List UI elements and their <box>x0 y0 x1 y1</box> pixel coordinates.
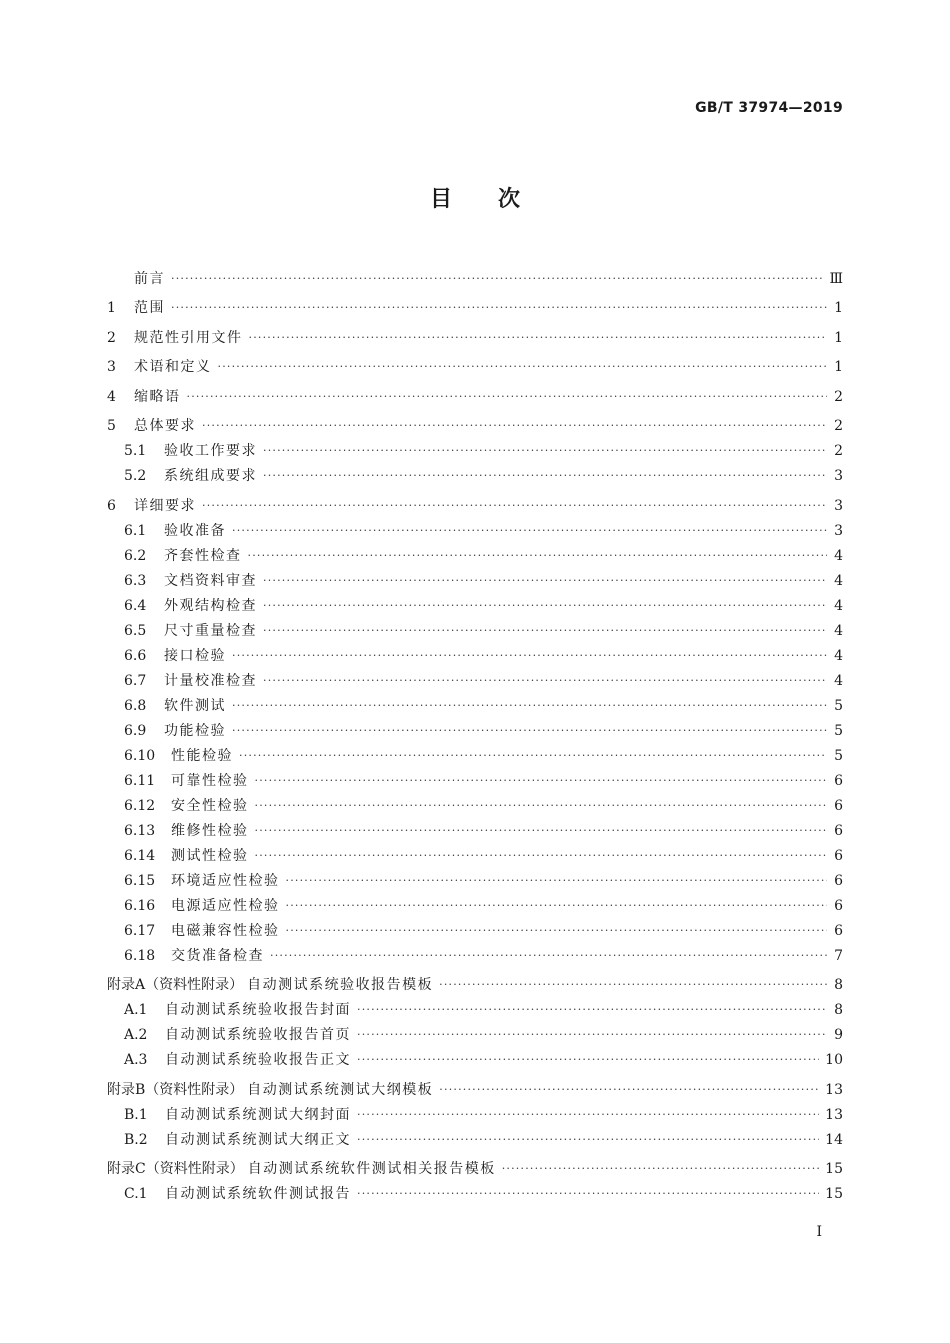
toc-entry-number: 6.3 <box>124 572 147 589</box>
toc-entry-label: 环境适应性检验 <box>171 872 280 889</box>
toc-entry-label: 测试性检验 <box>171 847 249 864</box>
toc-entry-number: B.1 <box>124 1106 148 1123</box>
toc-leader-dots <box>255 797 828 815</box>
toc-entry-page: 3 <box>834 497 843 514</box>
toc-entry[interactable] <box>107 435 843 460</box>
toc-entry-page: 4 <box>834 647 843 664</box>
toc-entry-page: 8 <box>834 1002 843 1018</box>
toc-entry[interactable] <box>107 1149 843 1179</box>
toc-entry[interactable] <box>107 1124 843 1149</box>
toc-leader-dots <box>239 747 827 765</box>
toc-entry[interactable] <box>107 485 843 515</box>
toc-entry[interactable] <box>107 288 843 318</box>
toc-leader-dots <box>255 847 828 865</box>
toc-entry-page: 13 <box>825 1081 843 1098</box>
toc-entry-number: 4 <box>107 388 116 405</box>
toc-entry-page: 6 <box>834 872 843 889</box>
toc-entry-number: 6 <box>107 497 116 514</box>
toc-entry[interactable] <box>107 690 843 715</box>
toc-entry-page: 1 <box>834 300 843 316</box>
toc-entry-label: 性能检验 <box>171 747 233 764</box>
toc-leader-dots <box>357 1051 819 1069</box>
toc-entry-number: 6.9 <box>124 722 147 739</box>
toc-entry[interactable] <box>107 940 843 965</box>
toc-entry-label: 自动测试系统测试大纲模板 <box>247 1081 434 1098</box>
page-title: 目次 <box>429 187 566 212</box>
toc-leader-dots <box>187 388 828 406</box>
toc-entry[interactable] <box>107 376 843 406</box>
toc-leader-dots <box>248 547 828 565</box>
toc-entry-number: 6.7 <box>124 672 147 689</box>
toc-entry-page: 6 <box>834 822 843 839</box>
toc-leader-dots <box>232 722 827 740</box>
toc-entry-number: 5 <box>107 418 116 434</box>
toc-entry[interactable] <box>107 840 843 865</box>
toc-leader-dots <box>357 1106 819 1124</box>
toc-entry-number: 6.2 <box>124 547 147 564</box>
toc-entry-page: 15 <box>825 1161 843 1177</box>
toc-entry-label: 安全性检验 <box>171 797 249 814</box>
toc-entry-page: 4 <box>834 672 843 689</box>
toc-entry[interactable] <box>107 1069 843 1099</box>
toc-entry-number: 附录C（资料性附录） <box>107 1161 244 1177</box>
toc-entry-number: 6.10 <box>124 747 156 764</box>
toc-entry[interactable] <box>107 765 843 790</box>
page-number: I <box>816 1224 822 1240</box>
toc-leader-dots <box>286 897 828 915</box>
toc-leader-dots <box>357 1131 819 1149</box>
toc-entry-label: 功能检验 <box>164 722 226 739</box>
toc-entry-number: 3 <box>107 359 116 375</box>
toc-entry[interactable] <box>107 865 843 890</box>
toc-entry-label: 自动测试系统验收报告封面 <box>165 1002 351 1018</box>
toc-leader-dots <box>270 947 827 965</box>
toc-entry-page: Ⅲ <box>829 270 843 287</box>
toc-entry-label: 电磁兼容性检验 <box>171 922 280 939</box>
toc-entry-label: 维修性检验 <box>171 822 249 839</box>
toc-leader-dots <box>249 329 828 347</box>
toc-entry[interactable] <box>107 965 843 995</box>
toc-leader-dots <box>357 1001 827 1019</box>
toc-entry-label: 软件测试 <box>164 697 226 714</box>
toc-entry-label: 接口检验 <box>164 647 226 664</box>
toc-entry-page: 3 <box>834 468 843 484</box>
toc-entry[interactable] <box>107 347 843 377</box>
toc-entry-number: 6.17 <box>124 922 156 939</box>
toc-entry[interactable] <box>107 515 843 540</box>
toc-leader-dots <box>263 442 827 460</box>
toc-leader-dots <box>263 597 827 615</box>
toc-entry-label: 外观结构检查 <box>164 597 257 614</box>
toc-entry-number: 5.1 <box>124 443 147 459</box>
toc-entry[interactable] <box>107 615 843 640</box>
toc-leader-dots <box>263 622 827 640</box>
toc-entry-label: 尺寸重量检查 <box>164 622 257 639</box>
toc-leader-dots <box>263 572 827 590</box>
toc-entry-number: 附录B（资料性附录） <box>107 1081 244 1098</box>
toc-leader-dots <box>263 672 827 690</box>
toc-entry-number: 5.2 <box>124 468 147 484</box>
toc-entry-number: 6.16 <box>124 897 156 914</box>
toc-entry-page: 9 <box>834 1027 843 1043</box>
toc-entry-page: 6 <box>834 922 843 939</box>
toc-entry[interactable] <box>107 258 843 288</box>
toc-entry-page: 2 <box>834 418 843 434</box>
toc-entry-label: 自动测试系统测试大纲正文 <box>165 1131 351 1148</box>
toc-entry-page: 1 <box>834 329 843 346</box>
toc-entry-label: 自动测试系统软件测试报告 <box>165 1186 351 1202</box>
toc-entry-label: 交货准备检查 <box>171 947 264 964</box>
toc-entry-number: 6.1 <box>124 522 147 539</box>
toc-leader-dots <box>171 270 823 288</box>
toc-leader-dots <box>357 1185 819 1203</box>
toc-entry[interactable] <box>107 1178 843 1203</box>
toc-entry-page: 5 <box>834 697 843 714</box>
toc-entry-number: A.3 <box>124 1052 148 1068</box>
toc-entry-number: B.2 <box>124 1131 148 1148</box>
toc-entry-label: 自动测试系统验收报告正文 <box>165 1052 351 1068</box>
toc-entry-number: A.2 <box>124 1027 148 1043</box>
toc-entry-number: 附录A（资料性附录） <box>107 977 244 993</box>
toc-entry-number: 6.12 <box>124 797 156 814</box>
toc-entry-number: 6.6 <box>124 647 147 664</box>
toc-entry-label: 计量校准检查 <box>164 672 257 689</box>
toc-entry[interactable] <box>107 890 843 915</box>
toc-entry[interactable] <box>107 915 843 940</box>
toc-entry-label: 范围 <box>134 300 165 316</box>
toc-entry[interactable] <box>107 317 843 347</box>
toc-entry-label: 电源适应性检验 <box>171 897 280 914</box>
toc-leader-dots <box>439 976 827 994</box>
toc-entry-page: 4 <box>834 547 843 564</box>
toc-entry[interactable] <box>107 790 843 815</box>
toc-entry[interactable] <box>107 406 843 436</box>
toc-entry-number: 1 <box>107 300 116 316</box>
toc-entry-page: 3 <box>834 522 843 539</box>
toc-entry-page: 2 <box>834 388 843 405</box>
toc-entry-page: 15 <box>825 1186 843 1202</box>
toc-entry-number: C.1 <box>124 1186 148 1202</box>
toc-entry-page: 4 <box>834 572 843 589</box>
toc-entry[interactable] <box>107 460 843 485</box>
toc-entry-label: 文档资料审查 <box>164 572 257 589</box>
toc-entry-label: 齐套性检查 <box>164 547 242 564</box>
toc-leader-dots <box>202 497 827 515</box>
toc-entry-page: 6 <box>834 772 843 789</box>
toc-entry[interactable] <box>107 565 843 590</box>
toc-entry-number: 6.14 <box>124 847 156 864</box>
toc-entry[interactable] <box>107 815 843 840</box>
toc-entry-label: 总体要求 <box>134 418 196 434</box>
toc-entry-page: 4 <box>834 622 843 639</box>
toc-entry[interactable] <box>107 1019 843 1044</box>
toc-entry-label: 规范性引用文件 <box>134 329 243 346</box>
toc-entry-number: A.1 <box>124 1002 148 1018</box>
toc-entry-number: 6.4 <box>124 597 147 614</box>
toc-leader-dots <box>286 872 828 890</box>
toc-entry-label: 自动测试系统软件测试相关报告模板 <box>247 1161 496 1177</box>
toc-leader-dots <box>286 922 828 940</box>
toc-leader-dots <box>171 299 827 317</box>
toc-entry[interactable] <box>107 994 843 1019</box>
toc-entry-page: 6 <box>834 797 843 814</box>
toc-entry-number: 6.18 <box>124 947 156 964</box>
toc-entry-page: 13 <box>825 1106 843 1123</box>
toc-entry-page: 4 <box>834 597 843 614</box>
toc-leader-dots <box>502 1160 819 1178</box>
toc-leader-dots <box>357 1026 827 1044</box>
toc-entry-label: 验收准备 <box>164 522 226 539</box>
toc-entry-page: 7 <box>834 947 843 964</box>
toc-entry[interactable] <box>107 590 843 615</box>
toc-entry-page: 5 <box>834 747 843 764</box>
toc-leader-dots <box>263 467 827 485</box>
toc-entry-label: 自动测试系统验收报告模板 <box>247 977 434 993</box>
toc-entry[interactable] <box>107 540 843 565</box>
toc-entry-page: 5 <box>834 722 843 739</box>
toc-entry-page: 10 <box>825 1052 843 1068</box>
toc-leader-dots <box>255 822 828 840</box>
standard-code: GB/T 37974—2019 <box>695 100 843 116</box>
toc-leader-dots <box>202 417 827 435</box>
toc-entry-label: 可靠性检验 <box>171 772 249 789</box>
toc-leader-dots <box>218 358 828 376</box>
toc-entry[interactable] <box>107 1099 843 1124</box>
toc-entry[interactable] <box>107 1044 843 1069</box>
toc-entry-page: 14 <box>825 1131 843 1148</box>
toc-entry-page: 6 <box>834 847 843 864</box>
toc-entry-label: 术语和定义 <box>134 359 212 375</box>
toc-leader-dots <box>439 1081 819 1099</box>
toc-entry[interactable] <box>107 740 843 765</box>
toc-entry-label: 详细要求 <box>134 497 196 514</box>
toc-entry-number: 6.15 <box>124 872 156 889</box>
toc-entry-label: 自动测试系统验收报告首页 <box>165 1027 351 1043</box>
toc-entry[interactable] <box>107 715 843 740</box>
toc-entry-number: 6.8 <box>124 697 147 714</box>
toc-entry-number: 6.13 <box>124 822 156 839</box>
toc-entry-label: 自动测试系统测试大纲封面 <box>165 1106 351 1123</box>
toc-entry[interactable] <box>107 640 843 665</box>
toc-entry[interactable] <box>107 665 843 690</box>
toc-entry-number: 2 <box>107 329 116 346</box>
toc-leader-dots <box>232 522 827 540</box>
toc-leader-dots <box>255 772 828 790</box>
table-of-contents <box>107 258 843 1203</box>
toc-entry-number: 6.5 <box>124 622 147 639</box>
toc-entry-number: 6.11 <box>124 772 156 789</box>
toc-entry-page: 8 <box>834 977 843 993</box>
toc-entry-label: 系统组成要求 <box>164 468 257 484</box>
toc-entry-page: 1 <box>834 359 843 375</box>
toc-leader-dots <box>232 647 827 665</box>
toc-entry-label: 验收工作要求 <box>164 443 257 459</box>
toc-entry-label: 前言 <box>134 270 165 287</box>
toc-leader-dots <box>232 697 827 715</box>
toc-entry-label: 缩略语 <box>134 388 181 405</box>
toc-entry-page: 2 <box>834 443 843 459</box>
toc-entry-page: 6 <box>834 897 843 914</box>
